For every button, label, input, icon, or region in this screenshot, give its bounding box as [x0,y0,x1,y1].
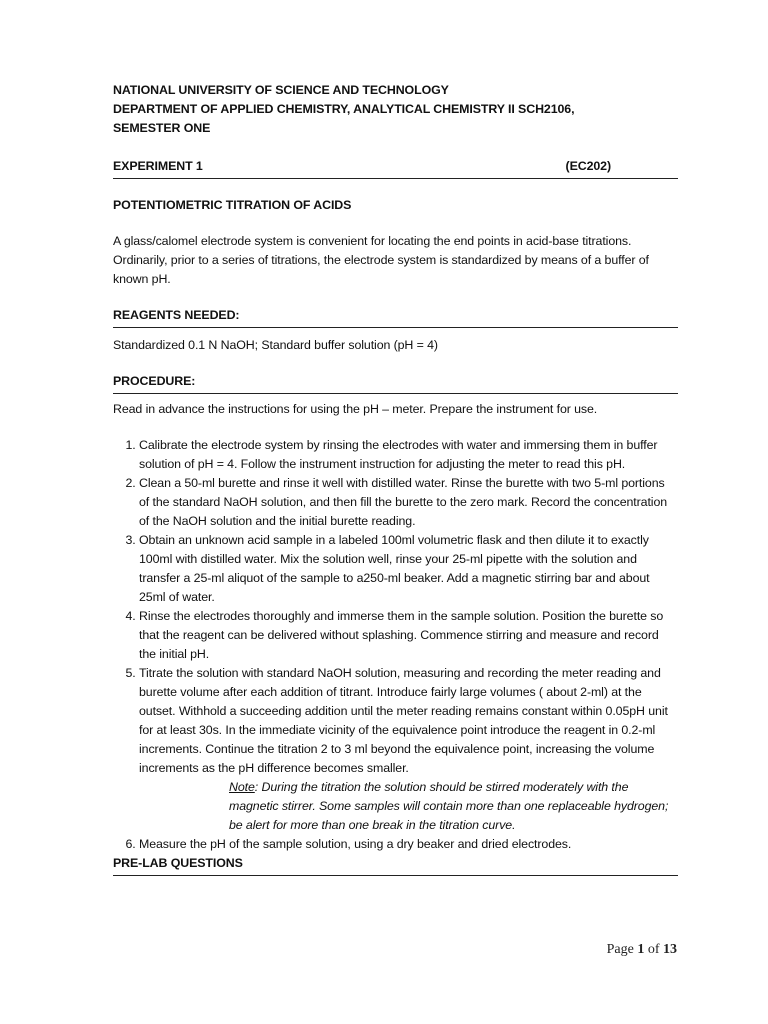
experiment-label: EXPERIMENT 1 [113,159,203,173]
note-label: Note [229,780,255,794]
prelab-heading: PRE-LAB QUESTIONS [113,854,678,876]
procedure-step-5 [139,664,678,835]
procedure-step-3: 3. Obtain an unknown acid sample in a labeled 100ml volumetric flask and then dilute it to exactly 100ml with distilled water. Mix the solution well, rinse your 25-ml pipette with the solution and transfer a 25-ml aliquot of the sample to a250-ml beaker. Add a magnetic stirring bar and about 25ml of water. [139,531,678,607]
page-of: of [644,942,663,957]
experiment-title: POTENTIOMETRIC TITRATION OF ACIDS [113,198,352,212]
document-page [113,81,678,876]
page-prefix: Page [606,942,638,957]
procedure-step-4: 4. Rinse the electrodes thoroughly and immerse them in the sample solution. Position the burette so that the reagent can be delivered without splashing. Commence stirring and measure and record the initial pH. [139,607,678,664]
procedure-steps [113,436,678,854]
page-total: 13 [663,942,677,957]
procedure-heading: PROCEDURE: [113,372,678,394]
experiment-code: (EC202) [565,159,611,173]
procedure-note [139,778,678,835]
procedure-step-6: 6. Measure the pH of the sample solution, using a dry beaker and dried electrodes. [139,835,678,854]
intro-paragraph: A glass/calomel electrode system is convenient for locating the end points in acid-base titrations. Ordinarily, prior to a series of titrations, the electrode system is standardized by means of a buffer of known pH. [113,234,649,286]
procedure-step-5-text: Titrate the solution with standard NaOH solution, measuring and recording the meter reading and burette volume after each addition of titrant. Introduce fairly large volumes ( about 2-ml) at the outset. Withhold a succeeding addition until the meter reading remains constant within 0.05pH unit for at least 30s. In the immediate vicinity of the equivalence point introduce the reagent in 0.2-ml increments. Continue the titration 2 to 3 ml beyond the equivalence point, increasing the volume increments as the pH difference becomes smaller. [139,666,668,775]
reagents-heading: REAGENTS NEEDED: [113,306,678,328]
page-number [607,942,677,958]
procedure-step-1: 1. Calibrate the electrode system by rinsing the electrodes with water and immersing them in buffer solution of pH = 4. Follow the instrument instruction for adjusting the meter to read this pH. [139,436,678,474]
experiment-row [113,157,678,179]
university-name: NATIONAL UNIVERSITY OF SCIENCE AND TECHNOLOGY [113,83,449,97]
procedure-step-2: 2. Clean a 50-ml burette and rinse it well with distilled water. Rinse the burette with two 5-ml portions of the standard NaOH solution, and then fill the burette to the zero mark. Record the concentration of the NaOH solution and the initial burette reading. [139,474,678,531]
semester-line: SEMESTER ONE [113,121,211,135]
reagents-text: Standardized 0.1 N NaOH; Standard buffer solution (pH = 4) [113,338,438,352]
note-text: : During the titration the solution should be stirred moderately with the magnetic stirrer. Some samples will contain more than one replaceable hydrogen; be alert for more than one break in the titration curve. [229,780,669,832]
department-line: DEPARTMENT OF APPLIED CHEMISTRY, ANALYTICAL CHEMISTRY II SCH2106, [113,102,575,116]
procedure-intro: Read in advance the instructions for using the pH – meter. Prepare the instrument for use. [113,402,598,416]
page-current: 1 [637,942,645,957]
